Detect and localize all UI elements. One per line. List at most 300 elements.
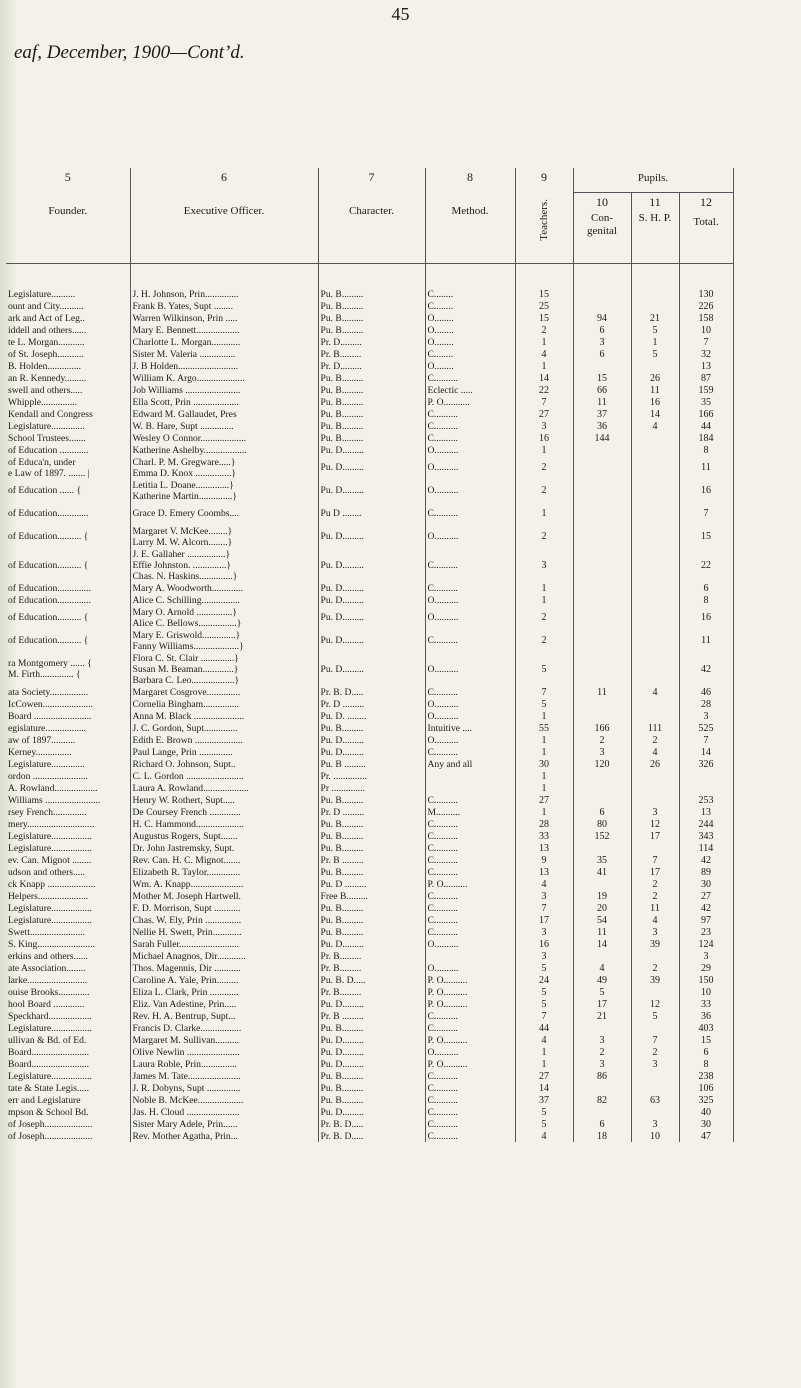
sh-count-cell: 4 [631, 420, 679, 432]
sh-count-cell: 4 [631, 746, 679, 758]
executive-officer-cell-line: Mary O. Arnold ...............} [132, 606, 238, 618]
founder-cell: of Education.......... { [6, 606, 130, 629]
total-count-cell: 166 [679, 408, 733, 420]
character-cell: Pu. D. ........ [318, 710, 425, 722]
teachers-count-cell: 5 [515, 652, 573, 686]
method-cell: C.......... [425, 902, 515, 914]
executive-officer-cell: William K. Argo.................... [130, 372, 318, 384]
sh-count-cell [631, 288, 679, 300]
founder-cell: Legislature................. [6, 902, 130, 914]
table-row [6, 938, 733, 950]
table-row [6, 986, 733, 998]
founder-cell: A. Rowland.................. [6, 782, 130, 794]
congenital-count-cell: 11 [573, 396, 631, 408]
table-row [6, 854, 733, 866]
character-cell: Pu. D......... [318, 456, 425, 479]
teachers-count-cell: 13 [515, 842, 573, 854]
total-count-cell: 15 [679, 1034, 733, 1046]
method-cell: M.......... [425, 806, 515, 818]
sh-count-cell [631, 456, 679, 479]
executive-officer-cell: Mary A. Woodworth............. [130, 582, 318, 594]
executive-officer-cell: Dr. John Jastremsky, Supt. [130, 842, 318, 854]
congenital-count-cell: 37 [573, 408, 631, 420]
method-cell: C.......... [425, 502, 515, 525]
founder-cell: Swett....................... [6, 926, 130, 938]
character-cell: Pu. B......... [318, 288, 425, 300]
method-cell: P. O.......... [425, 1058, 515, 1070]
congenital-count-cell [573, 710, 631, 722]
pupils-header [573, 168, 733, 193]
table-row [6, 1082, 733, 1094]
congenital-count-cell [573, 794, 631, 806]
total-count-cell: 8 [679, 444, 733, 456]
method-cell: O........ [425, 324, 515, 336]
congenital-count-cell: 2 [573, 1046, 631, 1058]
character-cell: Pu. B......... [318, 842, 425, 854]
character-cell: Pr. D ......... [318, 698, 425, 710]
teachers-count-cell: 30 [515, 758, 573, 770]
total-count-cell: 7 [679, 336, 733, 348]
congenital-count-cell: 21 [573, 1010, 631, 1022]
sh-count-cell: 2 [631, 1046, 679, 1058]
method-cell: C.......... [425, 1070, 515, 1082]
table-row [6, 974, 733, 986]
executive-officer-cell-line: Katherine Martin..............} [132, 490, 238, 502]
sh-count-cell [631, 300, 679, 312]
sh-count-cell [631, 629, 679, 652]
congenital-count-cell: 20 [573, 902, 631, 914]
total-count-cell: 244 [679, 818, 733, 830]
executive-officer-cell: Jas. H. Cloud ...................... [130, 1106, 318, 1118]
founder-cell: ark and Act of Leg.. [6, 312, 130, 324]
character-cell: Pu. D......... [318, 525, 425, 548]
teachers-count-cell: 1 [515, 806, 573, 818]
teachers-count-cell: 25 [515, 300, 573, 312]
congenital-count-cell: 94 [573, 312, 631, 324]
congenital-count-cell [573, 582, 631, 594]
founder-cell: of Education ............ [6, 444, 130, 456]
character-cell: Pu. B......... [318, 794, 425, 806]
teachers-count-cell: 1 [515, 1046, 573, 1058]
teachers-count-cell: 9 [515, 854, 573, 866]
founder-cell: Williams ....................... [6, 794, 130, 806]
method-cell: P. O.......... [425, 974, 515, 986]
table-row [6, 686, 733, 698]
executive-officer-cell [130, 652, 318, 686]
ledger-body [6, 264, 733, 1143]
executive-officer-cell: Frank B. Yates, Supt ........ [130, 300, 318, 312]
character-label: Character. [349, 205, 394, 217]
total-count-cell: 343 [679, 830, 733, 842]
executive-officer-cell-line: Letitia L. Doane..............} [132, 479, 234, 491]
character-cell: Pu. B......... [318, 300, 425, 312]
table-row [6, 372, 733, 384]
founder-cell: tate & State Legis..... [6, 1082, 130, 1094]
method-cell: P. O.......... [425, 998, 515, 1010]
congenital-count-cell: 66 [573, 384, 631, 396]
founder-cell: err and Legislature [6, 1094, 130, 1106]
congenital-count-cell: 49 [573, 974, 631, 986]
character-cell: Pu. B......... [318, 432, 425, 444]
founder-cell: of Education............. [6, 502, 130, 525]
teachers-count-cell: 1 [515, 336, 573, 348]
character-cell: Pu. B......... [318, 372, 425, 384]
method-cell: Intuitive .... [425, 722, 515, 734]
method-cell: C.......... [425, 1130, 515, 1142]
congenital-count-cell [573, 548, 631, 582]
executive-officer-cell [130, 525, 318, 548]
col-number-5: 5 [64, 170, 71, 184]
sh-count-cell: 11 [631, 902, 679, 914]
table-row [6, 1094, 733, 1106]
teachers-count-cell: 1 [515, 734, 573, 746]
total-count-cell: 325 [679, 1094, 733, 1106]
teachers-count-cell: 3 [515, 420, 573, 432]
executive-officer-cell: Laura A. Rowland................... [130, 782, 318, 794]
sh-count-cell [631, 548, 679, 582]
executive-officer-cell-line: Barbara C. Leo..................} [132, 674, 240, 686]
total-count-cell: 226 [679, 300, 733, 312]
total-count-cell: 8 [679, 594, 733, 606]
congenital-count-cell [573, 1106, 631, 1118]
method-cell: C.......... [425, 890, 515, 902]
teachers-count-cell: 1 [515, 594, 573, 606]
teachers-count-cell: 4 [515, 878, 573, 890]
table-row [6, 312, 733, 324]
teachers-count-cell: 14 [515, 1082, 573, 1094]
method-cell: C........ [425, 300, 515, 312]
congenital-count-cell: 80 [573, 818, 631, 830]
method-header [425, 168, 515, 264]
teachers-count-cell: 5 [515, 1118, 573, 1130]
table-row [6, 734, 733, 746]
congenital-count-cell: 152 [573, 830, 631, 842]
founder-cell: Board........................ [6, 1058, 130, 1070]
table-row [6, 288, 733, 300]
table-row [6, 890, 733, 902]
character-cell: Free B......... [318, 890, 425, 902]
character-cell: Pu. D......... [318, 998, 425, 1010]
table-row [6, 806, 733, 818]
founder-cell: Whipple............... [6, 396, 130, 408]
method-cell: C.......... [425, 686, 515, 698]
teachers-count-cell: 37 [515, 1094, 573, 1106]
congenital-count-cell [573, 444, 631, 456]
table-row [6, 525, 733, 548]
executive-officer-cell: Sister M. Valeria ............... [130, 348, 318, 360]
sh-count-cell: 10 [631, 1130, 679, 1142]
executive-officer-cell: Grace D. Emery Coombs.... [130, 502, 318, 525]
character-cell: Pu. B......... [318, 818, 425, 830]
total-count-cell: 106 [679, 1082, 733, 1094]
total-count-cell: 36 [679, 1010, 733, 1022]
teachers-count-cell: 13 [515, 866, 573, 878]
character-cell: Pu. D ......... [318, 878, 425, 890]
table-row [6, 479, 733, 502]
executive-officer-cell-line: Margaret V. McKee........} [132, 525, 233, 537]
executive-officer-cell-line: Effie Johnston. ..............} [132, 559, 231, 571]
executive-officer-cell: Charlotte L. Morgan............ [130, 336, 318, 348]
executive-officer-cell: Rev. H. A. Bentrup, Supt... [130, 1010, 318, 1022]
executive-label: Executive Officer. [183, 205, 265, 217]
character-cell: Pr. D ......... [318, 806, 425, 818]
col-number-6: 6 [221, 170, 227, 184]
teachers-count-cell: 1 [515, 582, 573, 594]
congenital-count-cell: 3 [573, 336, 631, 348]
character-cell: Pu. B......... [318, 830, 425, 842]
total-count-cell: 11 [679, 456, 733, 479]
founder-cell: of Education.......... { [6, 525, 130, 548]
sh-count-cell [631, 1106, 679, 1118]
method-cell: Any and all [425, 758, 515, 770]
executive-officer-cell: Thos. Magennis, Dir ........... [130, 962, 318, 974]
congenital-count-cell [573, 1082, 631, 1094]
executive-officer-cell: Paul Lange, Prin .............. [130, 746, 318, 758]
executive-officer-cell: H. C. Hammond.................... [130, 818, 318, 830]
founder-cell: iddell and others...... [6, 324, 130, 336]
congenital-count-cell: 17 [573, 998, 631, 1010]
sh-count-cell: 7 [631, 1034, 679, 1046]
congenital-count-cell: 5 [573, 986, 631, 998]
total-count-cell: 326 [679, 758, 733, 770]
sh-count-cell: 3 [631, 806, 679, 818]
total-count-cell: 6 [679, 1046, 733, 1058]
method-cell: P. O.......... [425, 1034, 515, 1046]
col-number-7: 7 [368, 170, 375, 184]
executive-officer-cell: Cornelia Bingham............... [130, 698, 318, 710]
table-row [6, 878, 733, 890]
method-cell: C.......... [425, 842, 515, 854]
table-row [6, 1130, 733, 1142]
congenital-count-cell [573, 652, 631, 686]
executive-officer-cell: J. H. Johnson, Prin.............. [130, 288, 318, 300]
table-row [6, 818, 733, 830]
method-cell: C.......... [425, 794, 515, 806]
founder-cell: of St. Joseph........... [6, 348, 130, 360]
character-cell: Pu. B......... [318, 866, 425, 878]
executive-officer-cell: J. B Holden......................... [130, 360, 318, 372]
character-cell: Pr. B. D..... [318, 1118, 425, 1130]
executive-officer-cell: Sister Mary Adele, Prin...... [130, 1118, 318, 1130]
congenital-count-cell: 3 [573, 746, 631, 758]
executive-officer-cell: Francis D. Clarke................. [130, 1022, 318, 1034]
table-row [6, 1058, 733, 1070]
congenital-count-cell: 35 [573, 854, 631, 866]
executive-officer-cell: Edward M. Gallaudet, Pres [130, 408, 318, 420]
table-row [6, 594, 733, 606]
total-count-cell: 30 [679, 1118, 733, 1130]
sh-count-cell: 12 [631, 998, 679, 1010]
character-cell: Pu. D......... [318, 1106, 425, 1118]
executive-officer-cell: Chas. W. Ely, Prin ............... [130, 914, 318, 926]
character-cell: Pr. B ......... [318, 854, 425, 866]
teachers-count-cell: 5 [515, 998, 573, 1010]
character-cell: Pu. D......... [318, 1058, 425, 1070]
total-count-cell: 30 [679, 878, 733, 890]
executive-officer-cell: Warren Wilkinson, Prin ..... [130, 312, 318, 324]
character-cell: Pr. D......... [318, 336, 425, 348]
congenital-count-cell: 3 [573, 1058, 631, 1070]
table-row [6, 408, 733, 420]
total-count-cell: 253 [679, 794, 733, 806]
character-cell: Pr. B. D..... [318, 686, 425, 698]
total-count-cell: 47 [679, 1130, 733, 1142]
founder-cell: ev. Can. Mignot ........ [6, 854, 130, 866]
sh-count-cell: 3 [631, 926, 679, 938]
sh-count-cell [631, 1070, 679, 1082]
table-row [6, 1010, 733, 1022]
congenital-count-cell [573, 525, 631, 548]
sh-count-cell: 7 [631, 854, 679, 866]
teachers-count-cell: 2 [515, 456, 573, 479]
sh-count-cell [631, 652, 679, 686]
total-count-cell [679, 770, 733, 782]
sh-count-cell [631, 842, 679, 854]
method-cell: C.......... [425, 1094, 515, 1106]
table-row [6, 396, 733, 408]
sh-count-cell [631, 606, 679, 629]
teachers-count-cell: 15 [515, 312, 573, 324]
character-cell: Pr. .............. [318, 770, 425, 782]
character-cell: Pu. B......... [318, 384, 425, 396]
teachers-count-cell: 1 [515, 782, 573, 794]
character-cell: Pu. D......... [318, 746, 425, 758]
congenital-count-cell: 6 [573, 324, 631, 336]
founder-cell: ata Society................ [6, 686, 130, 698]
character-cell: Pr. B......... [318, 962, 425, 974]
method-cell: C.......... [425, 830, 515, 842]
table-row [6, 746, 733, 758]
teachers-count-cell: 1 [515, 710, 573, 722]
character-cell: Pr. B ......... [318, 1010, 425, 1022]
sh-header [631, 193, 679, 264]
table-row [6, 336, 733, 348]
table-row [6, 866, 733, 878]
congenital-count-cell [573, 950, 631, 962]
character-cell: Pu. D......... [318, 582, 425, 594]
founder-cell: rsey French.............. [6, 806, 130, 818]
method-cell: O.......... [425, 525, 515, 548]
total-count-cell: 7 [679, 734, 733, 746]
method-cell: C.......... [425, 1118, 515, 1130]
method-cell: C.......... [425, 1022, 515, 1034]
total-count-cell: 22 [679, 548, 733, 582]
table-row [6, 722, 733, 734]
executive-officer-cell: C. L. Gordon ........................ [130, 770, 318, 782]
executive-officer-cell: Katherine Ashelby.................. [130, 444, 318, 456]
character-cell: Pu. B......... [318, 1022, 425, 1034]
method-cell: O........ [425, 360, 515, 372]
founder-cell: hool Board ............. [6, 998, 130, 1010]
method-cell: C.......... [425, 818, 515, 830]
executive-officer-cell: W. B. Hare, Supt .............. [130, 420, 318, 432]
teachers-count-cell: 2 [515, 479, 573, 502]
total-count-cell: 15 [679, 525, 733, 548]
executive-officer-cell: Job Williams ....................... [130, 384, 318, 396]
founder-cell: Helpers..................... [6, 890, 130, 902]
executive-officer-cell-line: Chas. N. Haskins..............} [132, 570, 238, 582]
executive-officer-cell-line: Fanny Williams...................} [132, 640, 244, 652]
congenital-count-cell: 6 [573, 1118, 631, 1130]
method-cell: C.......... [425, 746, 515, 758]
sh-count-cell [631, 582, 679, 594]
total-count-cell: 8 [679, 1058, 733, 1070]
founder-cell-line: M. Firth.............. { [8, 669, 81, 680]
character-cell: Pu. D......... [318, 629, 425, 652]
executive-officer-cell: James M. Tate...................... [130, 1070, 318, 1082]
founder-cell: swell and others..... [6, 384, 130, 396]
founder-cell: udson and others..... [6, 866, 130, 878]
method-cell: C.......... [425, 420, 515, 432]
congenital-label: Con- genital [587, 212, 617, 237]
executive-officer-cell: Olive Newlin ...................... [130, 1046, 318, 1058]
congenital-count-cell [573, 1022, 631, 1034]
table-row [6, 770, 733, 782]
sh-count-cell: 2 [631, 878, 679, 890]
teachers-header [515, 168, 573, 264]
col-number-8: 8 [467, 170, 473, 184]
executive-officer-cell: Ella Scott, Prin ................... [130, 396, 318, 408]
method-cell: C.......... [425, 408, 515, 420]
total-count-cell: 158 [679, 312, 733, 324]
executive-officer-cell: Laura Roble, Prin............... [130, 1058, 318, 1070]
method-cell: C........ [425, 288, 515, 300]
character-cell: Pr .............. [318, 782, 425, 794]
table-row [6, 502, 733, 525]
method-cell: O........ [425, 312, 515, 324]
table-row [6, 1046, 733, 1058]
character-cell: Pu. B ......... [318, 758, 425, 770]
character-cell: Pu. D......... [318, 444, 425, 456]
total-count-cell: 13 [679, 806, 733, 818]
executive-officer-cell: Sarah Fuller......................... [130, 938, 318, 950]
sh-count-cell [631, 986, 679, 998]
method-cell: C.......... [425, 582, 515, 594]
method-cell: O.......... [425, 734, 515, 746]
total-count-cell: 42 [679, 652, 733, 686]
founder-cell: of Education.......... { [6, 629, 130, 652]
founder-cell: erkins and others...... [6, 950, 130, 962]
table-row [6, 842, 733, 854]
teachers-count-cell: 4 [515, 1034, 573, 1046]
character-cell: Pu. B......... [318, 722, 425, 734]
executive-officer-cell: De Coursey French ............. [130, 806, 318, 818]
teachers-count-cell: 33 [515, 830, 573, 842]
method-cell: C.......... [425, 866, 515, 878]
founder-cell: Legislature.......... [6, 288, 130, 300]
congenital-count-cell: 4 [573, 962, 631, 974]
executive-officer-cell: Henry W. Rothert, Supt..... [130, 794, 318, 806]
executive-officer-cell [130, 456, 318, 479]
sh-count-cell: 3 [631, 1118, 679, 1130]
sh-count-cell: 17 [631, 830, 679, 842]
congenital-count-cell [573, 300, 631, 312]
character-cell: Pr. B......... [318, 986, 425, 998]
sh-count-cell: 4 [631, 686, 679, 698]
congenital-count-cell: 11 [573, 686, 631, 698]
sh-count-cell: 26 [631, 372, 679, 384]
character-cell: Pu. D......... [318, 1034, 425, 1046]
congenital-count-cell [573, 360, 631, 372]
founder-label: Founder. [48, 205, 88, 217]
table-row [6, 582, 733, 594]
founder-cell: Kendall and Congress [6, 408, 130, 420]
total-count-cell: 6 [679, 582, 733, 594]
executive-officer-cell: Caroline A. Yale, Prin......... [130, 974, 318, 986]
founder-cell-line: ra Montgomery ...... { [8, 658, 92, 669]
character-cell: Pr. B. D..... [318, 1130, 425, 1142]
total-header [679, 193, 733, 264]
